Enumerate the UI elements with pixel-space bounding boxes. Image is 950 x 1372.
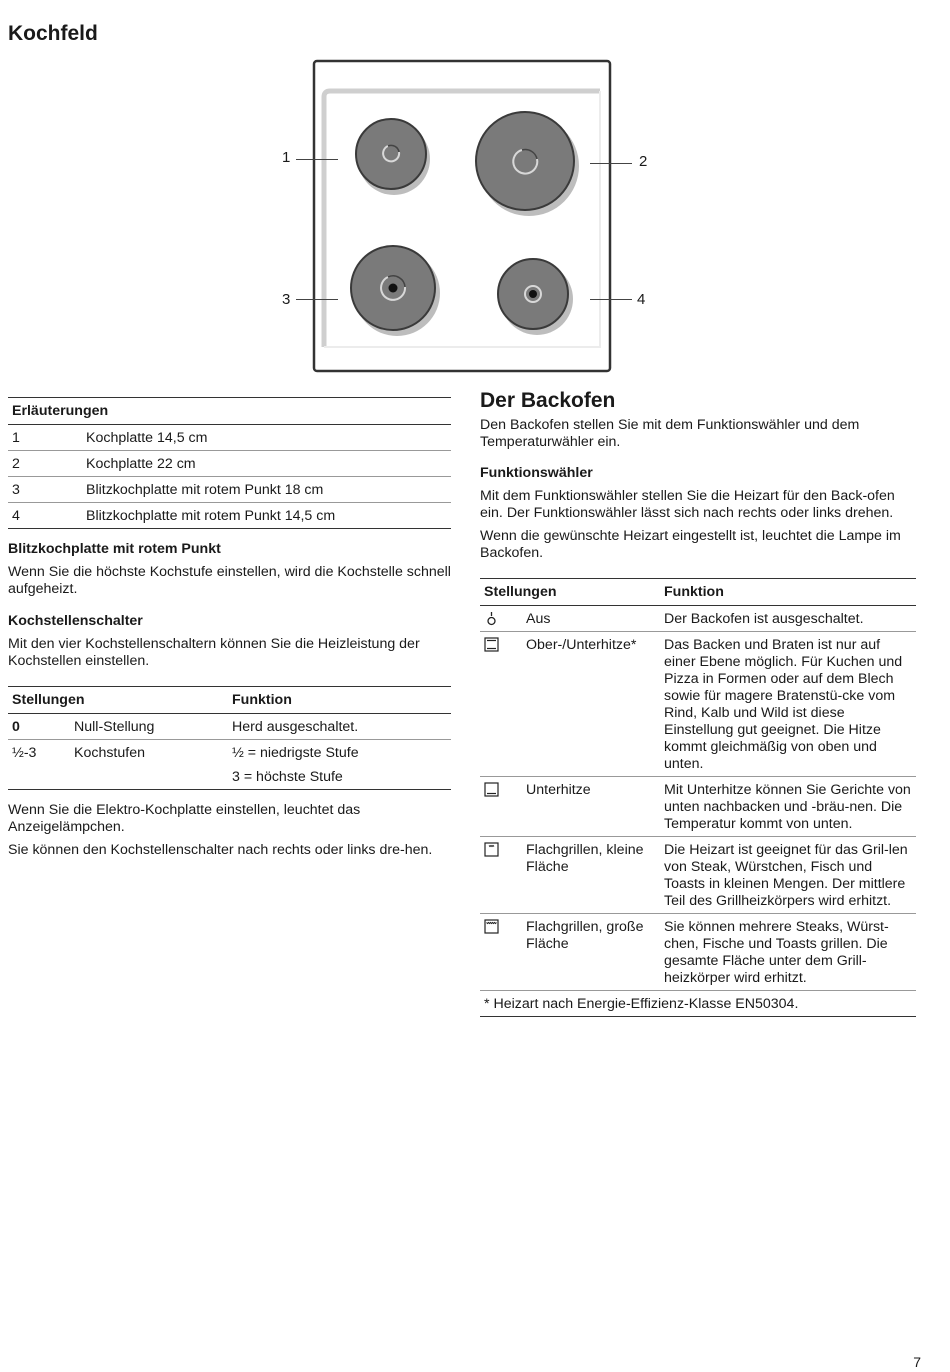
position-function <box>228 740 451 790</box>
mode-name: Flachgrillen, große Fläche <box>526 919 644 952</box>
bottom-heat-icon <box>484 782 499 797</box>
position-name: Kochstufen <box>74 745 145 761</box>
mode-icon-cell <box>480 632 522 777</box>
fw-heading: Funktionswähler <box>480 465 593 481</box>
hob-illustration <box>300 55 630 380</box>
table-row <box>8 477 451 503</box>
position-symbol: 0 <box>12 719 20 735</box>
legend-text: Blitzkochplatte mit rotem Punkt 18 cm <box>86 482 324 498</box>
page-number: 7 <box>913 1354 921 1370</box>
legend-num: 2 <box>12 456 20 472</box>
legend-title: Erläuterungen <box>12 403 109 419</box>
col-header-stellungen: Stellungen <box>484 584 557 600</box>
table-row <box>8 714 451 740</box>
position-symbol: ½-3 <box>12 745 37 761</box>
table-row <box>480 777 916 837</box>
mode-name: Aus <box>526 611 551 627</box>
mode-function: Die Heizart ist geeignet für das Gril-len von Steak, Würstchen, Fisch und Toasts in kleinen Mengen. Der mittlere Teil des Grillheizkörpers wird erhitzt. <box>664 842 908 909</box>
right-column <box>480 417 916 1017</box>
col-header-funktion: Funktion <box>232 692 292 708</box>
legend-num: 1 <box>12 430 20 446</box>
table-row <box>480 914 916 991</box>
table-footnote: * Heizart nach Energie-Effizienz-Klasse EN50304. <box>484 996 799 1012</box>
legend-text: Kochplatte 22 cm <box>86 456 196 472</box>
function-line: 3 = höchste Stufe <box>232 769 343 785</box>
schalter-table <box>8 686 451 790</box>
mode-function: Mit Unterhitze können Sie Gerichte von unten nachbacken und -bräu-nen. Die Temperatur kommt von unten. <box>664 782 911 832</box>
legend-text: Kochplatte 14,5 cm <box>86 430 208 446</box>
mode-icon-cell <box>480 837 522 914</box>
table-row <box>8 740 451 790</box>
backofen-intro: Den Backofen stellen Sie mit dem Funktionswähler und dem Temperaturwähler ein. <box>480 417 860 450</box>
grill-small-icon <box>484 842 499 857</box>
legend-num: 4 <box>12 508 20 524</box>
schalter-heading: Kochstellenschalter <box>8 613 143 629</box>
blitz-text: Wenn Sie die höchste Kochstufe einstellen, wird die Kochstelle schnell aufgeheizt. <box>8 564 451 597</box>
mode-icon-cell <box>480 606 522 632</box>
fw-text-2: Wenn die gewünschte Heizart eingestellt ist, leuchtet die Lampe im Backofen. <box>480 528 901 561</box>
left-column <box>8 397 451 865</box>
table-row <box>8 503 451 529</box>
schalter-note-2: Sie können den Kochstellenschalter nach rechts oder links dre-hen. <box>8 842 433 858</box>
table-row <box>480 632 916 777</box>
position-name: Null-Stellung <box>74 719 155 735</box>
section-title-backofen: Der Backofen <box>480 389 616 412</box>
leader-line-4 <box>590 299 632 300</box>
blitz-heading: Blitzkochplatte mit rotem Punkt <box>8 541 221 557</box>
schalter-note-1: Wenn Sie die Elektro-Kochplatte einstellen, leuchtet das Anzeigelämpchen. <box>8 802 361 835</box>
oven-modes-table <box>480 578 916 1017</box>
mode-function: Der Backofen ist ausgeschaltet. <box>664 611 864 627</box>
position-function: Herd ausgeschaltet. <box>232 719 359 735</box>
leader-line-3 <box>296 299 338 300</box>
hob-label-4: 4 <box>637 291 646 308</box>
legend-num: 3 <box>12 482 20 498</box>
mode-name: Unterhitze <box>526 782 591 798</box>
leader-line-1 <box>296 159 338 160</box>
function-line: ½ = niedrigste Stufe <box>232 745 359 761</box>
top-bottom-heat-icon <box>484 637 499 652</box>
hob-label-3: 3 <box>282 291 291 308</box>
mode-name: Ober-/Unterhitze* <box>526 637 637 653</box>
off-position-icon <box>484 611 499 626</box>
table-row <box>8 451 451 477</box>
grill-large-icon <box>484 919 499 934</box>
col-header-stellungen: Stellungen <box>12 692 85 708</box>
table-row <box>480 606 916 632</box>
col-header-funktion: Funktion <box>664 584 724 600</box>
legend-table <box>8 397 451 529</box>
mode-icon-cell <box>480 777 522 837</box>
mode-icon-cell <box>480 914 522 991</box>
mode-function: Das Backen und Braten ist nur auf einer Ebene möglich. Für Kuchen und Pizza in Formen oder auf dem Blech sowie für magere Bratenstü-cke vom Rind, Kalb und Wild ist diese Einstellung gut geeignet. Die Hitze kommt gleichmäßig von oben und unten. <box>664 637 903 772</box>
hob-label-2: 2 <box>639 153 648 170</box>
hob-label-1: 1 <box>282 149 291 166</box>
schalter-text: Mit den vier Kochstellenschaltern können Sie die Heizleistung der Kochstellen einstellen. <box>8 636 420 669</box>
mode-name: Flachgrillen, kleine Fläche <box>526 842 644 875</box>
table-row <box>8 425 451 451</box>
page-title: Kochfeld <box>8 22 98 45</box>
leader-line-2 <box>590 163 632 164</box>
legend-text: Blitzkochplatte mit rotem Punkt 14,5 cm <box>86 508 336 524</box>
fw-text-1: Mit dem Funktionswähler stellen Sie die Heizart für den Back-ofen ein. Der Funktionswähler lässt sich nach rechts oder links drehen. <box>480 488 895 521</box>
mode-function: Sie können mehrere Steaks, Würst-chen, Fische und Toasts grillen. Die gesamte Fläche unter dem Grill-heizkörper wird erhitzt. <box>664 919 889 986</box>
table-row <box>480 991 916 1017</box>
table-row <box>480 837 916 914</box>
